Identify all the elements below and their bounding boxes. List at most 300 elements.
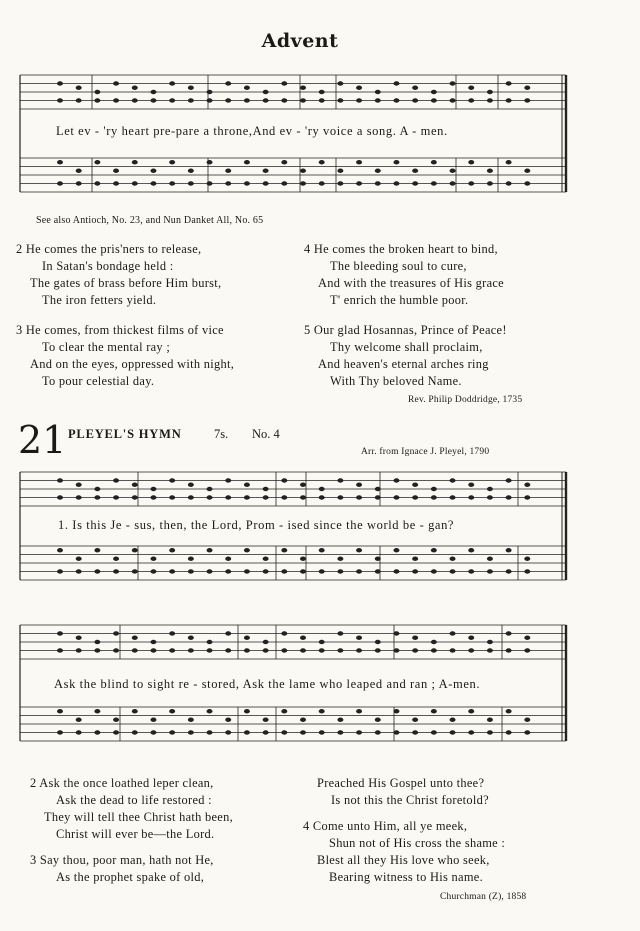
system-pleyel-2-note-head xyxy=(393,709,399,713)
system-advent-note-head xyxy=(487,181,493,185)
system-advent-note-head xyxy=(450,81,456,85)
system-advent-note-head xyxy=(393,81,399,85)
system-pleyel-1-note-head xyxy=(188,557,194,561)
system-pleyel-1-note-head xyxy=(94,487,100,491)
system-advent-note-head xyxy=(281,98,287,102)
system-advent-note-head xyxy=(207,90,213,94)
system-advent-note-head xyxy=(524,169,530,173)
system-pleyel-1-note-head xyxy=(150,557,156,561)
system-pleyel-1-note-head xyxy=(263,557,269,561)
system-pleyel-1-note-head xyxy=(412,495,418,499)
system-pleyel-1-note-head xyxy=(431,495,437,499)
system-advent-note-head xyxy=(356,181,362,185)
system-advent-note-head xyxy=(319,181,325,185)
system-pleyel-2-note-head xyxy=(207,709,213,713)
system-pleyel-1-note-head xyxy=(207,487,213,491)
system-advent-note-head xyxy=(113,98,119,102)
system-advent-note-head xyxy=(450,169,456,173)
system-pleyel-2-note-head xyxy=(169,631,175,635)
system-advent-note-head xyxy=(94,98,100,102)
system-advent-note-head xyxy=(225,81,231,85)
hymn-name: PLEYEL'S HYMN xyxy=(68,427,182,441)
lyric-line-2: Ask the blind to sight re - stored, Ask the lame who leaped and ran ; A-men. xyxy=(54,677,481,691)
hymn-meter: 7s. xyxy=(214,427,229,441)
system-pleyel-2-note-head xyxy=(132,730,138,734)
system-pleyel-1-note-head xyxy=(113,478,119,482)
system-pleyel-2-note-head xyxy=(524,730,530,734)
system-advent-note-head xyxy=(150,90,156,94)
system-pleyel-1-note-head xyxy=(150,569,156,573)
system-pleyel-2-note-head xyxy=(207,648,213,652)
system-pleyel-1-note-head xyxy=(375,569,381,573)
system-advent-note-head xyxy=(76,169,82,173)
stanza-5: 5 Our glad Hosannas, Prince of Peace! Thy welcome shall proclaim, And heaven's eternal arches ring With Thy beloved Name. xyxy=(304,323,507,388)
system-pleyel-1-note-head xyxy=(506,495,512,499)
system-pleyel-2-note-head xyxy=(393,631,399,635)
lyric-line-1: 1. Is this Je - sus, then, the Lord, Prom - ised since the world be - gan? xyxy=(58,518,455,532)
system-advent-note-head xyxy=(57,81,63,85)
system-advent-note-head xyxy=(468,181,474,185)
system-pleyel-1-note-head xyxy=(169,495,175,499)
arranger-credit: Arr. from Ignace J. Pleyel, 1790 xyxy=(361,447,490,457)
system-pleyel-1-note-head xyxy=(468,483,474,487)
system-pleyel-1-note-head xyxy=(319,548,325,552)
system-advent-note-head xyxy=(412,98,418,102)
system-pleyel-1-note-head xyxy=(263,495,269,499)
system-pleyel-2-note-head xyxy=(281,730,287,734)
system-advent-note-head xyxy=(169,160,175,164)
system-pleyel-2-note-head xyxy=(431,730,437,734)
system-advent-note-head xyxy=(524,181,530,185)
stanza-3-hymn21: 3 Say thou, poor man, hath not He, As the prophet spake of old, xyxy=(30,853,214,884)
author-credit-hymn21: Churchman (Z), 1858 xyxy=(440,892,527,902)
system-pleyel-2-note-head xyxy=(94,709,100,713)
system-pleyel-1-note-head xyxy=(412,557,418,561)
system-pleyel-1-note-head xyxy=(487,569,493,573)
system-pleyel-2-note-head xyxy=(375,640,381,644)
system-pleyel-2-note-head xyxy=(76,718,82,722)
system-pleyel-2-note-head xyxy=(57,648,63,652)
system-pleyel-2-note-head xyxy=(337,648,343,652)
section-title: Advent xyxy=(261,30,339,52)
system-advent-note-head xyxy=(431,181,437,185)
system-pleyel-2-note-head xyxy=(132,648,138,652)
system-pleyel-2-note-head xyxy=(356,648,362,652)
system-advent-note-head xyxy=(263,90,269,94)
system-advent-note-head xyxy=(57,98,63,102)
system-pleyel-1-note-head xyxy=(450,478,456,482)
system-advent-note-head xyxy=(244,181,250,185)
system-pleyel-2-note-head xyxy=(169,648,175,652)
system-pleyel-2-note-head xyxy=(337,718,343,722)
system-pleyel-1-note-head xyxy=(94,495,100,499)
system-pleyel-2-note-head xyxy=(375,730,381,734)
system-pleyel-2-note-head xyxy=(94,648,100,652)
system-pleyel-1-note-head xyxy=(487,495,493,499)
system-pleyel-2-note-head xyxy=(319,640,325,644)
system-advent-note-head xyxy=(244,98,250,102)
system-pleyel-1-note-head xyxy=(94,569,100,573)
stanza-3: 3 He comes, from thickest films of vice To clear the mental ray ; And on the eyes, oppressed with night, To pour celestial day. xyxy=(16,323,235,388)
system-pleyel-1-note-head xyxy=(393,569,399,573)
system-advent-note-head xyxy=(188,98,194,102)
system-pleyel-2-note-head xyxy=(337,730,343,734)
system-pleyel-1-note-head xyxy=(225,478,231,482)
system-pleyel-1-note-head xyxy=(150,487,156,491)
system-pleyel-2-note-head xyxy=(150,640,156,644)
system-advent-note-head xyxy=(487,90,493,94)
system-pleyel-2-note-head xyxy=(468,636,474,640)
system-pleyel-2-note-head xyxy=(281,709,287,713)
system-advent-note-head xyxy=(487,98,493,102)
system-advent-note-head xyxy=(76,86,82,90)
system-advent-note-head xyxy=(506,98,512,102)
hymn-number: 21 xyxy=(18,418,67,462)
system-advent-note-head xyxy=(263,181,269,185)
system-advent-note-head xyxy=(319,98,325,102)
system-pleyel-2-note-head xyxy=(506,709,512,713)
system-advent-note-head xyxy=(431,160,437,164)
system-pleyel-2-note-head xyxy=(57,730,63,734)
system-pleyel-2-note-head xyxy=(113,631,119,635)
author-credit: Rev. Philip Doddridge, 1735 xyxy=(408,395,523,405)
system-pleyel-2-note-head xyxy=(225,631,231,635)
system-pleyel-1-note-head xyxy=(169,548,175,552)
system-pleyel-1-note-head xyxy=(524,483,530,487)
system-pleyel-1-note-head xyxy=(468,548,474,552)
system-advent-note-head xyxy=(244,86,250,90)
system-advent-note-head xyxy=(356,160,362,164)
system-pleyel-1-note-head xyxy=(225,569,231,573)
system-pleyel-1-note-head xyxy=(76,569,82,573)
system-pleyel-2-note-head xyxy=(431,640,437,644)
system-pleyel-2-note-head xyxy=(412,648,418,652)
system-pleyel-2-note-head xyxy=(337,631,343,635)
system-pleyel-2-note-head xyxy=(356,636,362,640)
system-advent-note-head xyxy=(150,98,156,102)
system-pleyel-2-note-head xyxy=(225,718,231,722)
system-pleyel-2-note-head xyxy=(244,709,250,713)
system-pleyel-2-note-head xyxy=(113,718,119,722)
system-pleyel-2-note-head xyxy=(524,648,530,652)
system-advent-note-head xyxy=(393,98,399,102)
system-pleyel-1-note-head xyxy=(57,569,63,573)
system-pleyel-1-note-head xyxy=(337,569,343,573)
system-pleyel-2-note-head xyxy=(300,648,306,652)
system-pleyel-2-note-head xyxy=(506,648,512,652)
system-pleyel-1-note-head xyxy=(431,569,437,573)
system-pleyel-1-note-head xyxy=(337,557,343,561)
system-pleyel-1-note-head xyxy=(132,548,138,552)
system-pleyel-1-note-head xyxy=(450,495,456,499)
system-pleyel-2-note-head xyxy=(94,640,100,644)
system-advent-note-head xyxy=(57,181,63,185)
system-pleyel-2-note-head xyxy=(263,648,269,652)
system-pleyel-1-note-head xyxy=(319,487,325,491)
system-pleyel-2-note-head xyxy=(506,730,512,734)
system-pleyel-1-note-head xyxy=(225,495,231,499)
system-advent-note-head xyxy=(281,181,287,185)
system-pleyel-1-note-head xyxy=(113,569,119,573)
system-pleyel-1-note-head xyxy=(300,483,306,487)
system-pleyel-1-note-head xyxy=(132,483,138,487)
system-pleyel-1-note-head xyxy=(188,569,194,573)
system-pleyel-2-note-head xyxy=(393,730,399,734)
system-pleyel-2-note-head xyxy=(450,631,456,635)
system-pleyel-1-note-head xyxy=(244,483,250,487)
system-pleyel-2-note-head xyxy=(319,730,325,734)
system-pleyel-1-note-head xyxy=(487,487,493,491)
system-pleyel-1-note-head xyxy=(244,569,250,573)
system-pleyel-2-note-head xyxy=(132,636,138,640)
system-advent-note-head xyxy=(412,169,418,173)
system-pleyel-1-note-head xyxy=(207,495,213,499)
system-advent-note-head xyxy=(132,160,138,164)
system-pleyel-1-note-head xyxy=(412,483,418,487)
system-advent-note-head xyxy=(169,81,175,85)
system-advent-note-head xyxy=(225,98,231,102)
system-pleyel-2-note-head xyxy=(487,730,493,734)
stanza-3-continued: Preached His Gospel unto thee? Is not this the Christ foretold? xyxy=(317,776,489,807)
system-pleyel-1-note-head xyxy=(188,495,194,499)
system-advent-note-head xyxy=(169,181,175,185)
system-advent-note-head xyxy=(263,169,269,173)
system-advent-note-head xyxy=(506,181,512,185)
system-pleyel-1-note-head xyxy=(263,487,269,491)
system-pleyel-1-note-head xyxy=(57,548,63,552)
system-pleyel-2-note-head xyxy=(468,730,474,734)
system-pleyel-2-note-head xyxy=(431,709,437,713)
system-pleyel-2-note-head xyxy=(431,648,437,652)
system-advent-note-head xyxy=(356,98,362,102)
system-pleyel-1-note-head xyxy=(244,548,250,552)
system-pleyel-1-note-head xyxy=(281,495,287,499)
system-advent-note-head xyxy=(300,86,306,90)
system-pleyel-2-note-head xyxy=(150,730,156,734)
system-pleyel-2-note-head xyxy=(169,709,175,713)
system-pleyel-1-note-head xyxy=(113,557,119,561)
system-advent-note-head xyxy=(188,181,194,185)
system-pleyel-2-note-head xyxy=(468,709,474,713)
system-advent-note-head xyxy=(431,98,437,102)
system-pleyel-1-note-head xyxy=(431,548,437,552)
system-advent-note-head xyxy=(300,181,306,185)
system-pleyel-2-note-head xyxy=(150,648,156,652)
system-pleyel-1-note-head xyxy=(468,495,474,499)
system-pleyel-1-note-head xyxy=(524,569,530,573)
system-pleyel-1-note-head xyxy=(281,478,287,482)
system-pleyel-2-note-head xyxy=(356,709,362,713)
system-advent-note-head xyxy=(506,81,512,85)
system-advent-note-head xyxy=(375,90,381,94)
system-pleyel-1-note-head xyxy=(393,478,399,482)
system-pleyel-1-note-head xyxy=(76,483,82,487)
lyric-line: Let ev - 'ry heart pre-pare a throne,And ev - 'ry voice a song. A - men. xyxy=(56,124,448,138)
stanza-4-hymn21: 4 Come unto Him, all ye meek, Shun not of His cross the shame : Blest all they His love who seek, Bearing witness to His name. xyxy=(303,819,506,884)
system-pleyel-2-note-head xyxy=(225,730,231,734)
system-pleyel-1-note-head xyxy=(506,478,512,482)
system-advent-note-head xyxy=(300,98,306,102)
system-pleyel-2-note-head xyxy=(76,730,82,734)
system-advent-note-head xyxy=(506,160,512,164)
system-pleyel-2-note-head xyxy=(244,730,250,734)
system-pleyel-2-note-head xyxy=(487,718,493,722)
system-pleyel-1-note-head xyxy=(57,495,63,499)
system-pleyel-1-note-head xyxy=(393,548,399,552)
system-pleyel-2-note-head xyxy=(113,648,119,652)
system-pleyel-2-note-head xyxy=(188,730,194,734)
system-advent-note-head xyxy=(207,98,213,102)
system-pleyel-2-note-head xyxy=(132,709,138,713)
system-pleyel-1-note-head xyxy=(225,557,231,561)
system-pleyel-1-note-head xyxy=(412,569,418,573)
system-pleyel-2-note-head xyxy=(524,636,530,640)
system-pleyel-2-note-head xyxy=(188,636,194,640)
system-advent-note-head xyxy=(337,98,343,102)
system-pleyel-2-note-head xyxy=(506,631,512,635)
system-advent-note-head xyxy=(412,86,418,90)
system-pleyel-2-note-head xyxy=(281,631,287,635)
system-pleyel-1-note-head xyxy=(300,557,306,561)
system-pleyel-2-note-head xyxy=(356,730,362,734)
system-pleyel-1-note-head xyxy=(506,548,512,552)
system-pleyel-1-note-head xyxy=(337,478,343,482)
system-pleyel-1-note-head xyxy=(375,495,381,499)
system-pleyel-2-note-head xyxy=(207,640,213,644)
system-advent-note-head xyxy=(188,169,194,173)
system-pleyel-1-note-head xyxy=(393,495,399,499)
tune-number: No. 4 xyxy=(252,427,280,441)
system-pleyel-1-note-head xyxy=(244,495,250,499)
system-pleyel-1-note-head xyxy=(57,478,63,482)
system-advent-note-head xyxy=(281,81,287,85)
system-pleyel-2-note-head xyxy=(468,648,474,652)
system-pleyel-2-note-head xyxy=(319,709,325,713)
system-pleyel-1-note-head xyxy=(300,495,306,499)
system-advent-note-head xyxy=(450,98,456,102)
system-advent-note-head xyxy=(375,181,381,185)
system-pleyel-2-note-head xyxy=(94,730,100,734)
stanza-2: 2 He comes the pris'ners to release, In Satan's bondage held : The gates of brass before Him burst, The iron fetters yield. xyxy=(16,242,222,307)
system-pleyel-1-note-head xyxy=(207,548,213,552)
system-pleyel-2-note-head xyxy=(412,718,418,722)
system-pleyel-1-note-head xyxy=(356,548,362,552)
system-pleyel-2-note-head xyxy=(487,640,493,644)
system-pleyel-1-note-head xyxy=(207,569,213,573)
system-advent-note-head xyxy=(225,181,231,185)
system-pleyel-1-note-head xyxy=(487,557,493,561)
system-pleyel-2-note-head xyxy=(300,718,306,722)
system-advent-note-head xyxy=(132,98,138,102)
system-advent-note-head xyxy=(76,98,82,102)
see-also-note: See also Antioch, No. 23, and Nun Danket All, No. 65 xyxy=(36,215,264,226)
system-pleyel-1-note-head xyxy=(169,478,175,482)
system-advent-note-head xyxy=(431,90,437,94)
system-pleyel-1-note-head xyxy=(468,569,474,573)
system-pleyel-2-note-head xyxy=(225,648,231,652)
system-advent-note-head xyxy=(356,86,362,90)
system-advent-note-head xyxy=(132,181,138,185)
system-advent-note-head xyxy=(375,169,381,173)
system-advent-note-head xyxy=(393,181,399,185)
system-advent-note-head xyxy=(57,160,63,164)
system-pleyel-1-note-head xyxy=(76,557,82,561)
system-pleyel-1-note-head xyxy=(356,483,362,487)
system-pleyel-1-note-head xyxy=(375,557,381,561)
system-pleyel-2-note-head xyxy=(263,718,269,722)
system-pleyel-2-note-head xyxy=(188,648,194,652)
system-advent-note-head xyxy=(263,98,269,102)
system-advent-note-head xyxy=(94,181,100,185)
system-pleyel-2-note-head xyxy=(450,730,456,734)
system-advent-note-head xyxy=(188,86,194,90)
system-advent-note-head xyxy=(337,169,343,173)
system-pleyel-2-note-head xyxy=(319,648,325,652)
system-pleyel-2-note-head xyxy=(300,730,306,734)
system-pleyel-2-note-head xyxy=(207,730,213,734)
system-pleyel-1-note-head xyxy=(76,495,82,499)
system-pleyel-2-note-head xyxy=(188,718,194,722)
system-pleyel-2-note-head xyxy=(263,730,269,734)
system-pleyel-1-note-head xyxy=(281,548,287,552)
system-advent-note-head xyxy=(524,86,530,90)
system-pleyel-1-note-head xyxy=(356,495,362,499)
system-advent-note-head xyxy=(337,181,343,185)
system-pleyel-2-note-head xyxy=(524,718,530,722)
system-pleyel-2-note-head xyxy=(113,730,119,734)
system-pleyel-1-note-head xyxy=(150,495,156,499)
system-pleyel-1-note-head xyxy=(450,557,456,561)
system-pleyel-1-note-head xyxy=(113,495,119,499)
system-pleyel-1-note-head xyxy=(524,557,530,561)
system-advent-note-head xyxy=(393,160,399,164)
system-pleyel-2-note-head xyxy=(450,718,456,722)
system-pleyel-1-note-head xyxy=(319,569,325,573)
system-pleyel-1-note-head xyxy=(356,569,362,573)
system-advent-note-head xyxy=(150,169,156,173)
system-pleyel-2-note-head xyxy=(150,718,156,722)
system-pleyel-1-note-head xyxy=(506,569,512,573)
system-pleyel-2-note-head xyxy=(375,648,381,652)
system-advent-note-head xyxy=(319,160,325,164)
system-pleyel-2-note-head xyxy=(412,636,418,640)
system-advent-note-head xyxy=(337,81,343,85)
system-advent-note-head xyxy=(169,98,175,102)
system-pleyel-1-note-head xyxy=(450,569,456,573)
system-advent-note-head xyxy=(207,160,213,164)
system-pleyel-2-note-head xyxy=(450,648,456,652)
system-pleyel-2-note-head xyxy=(244,636,250,640)
system-advent-note-head xyxy=(487,169,493,173)
system-advent-note-head xyxy=(113,169,119,173)
stanza-2-hymn21: 2 Ask the once loathed leper clean, Ask the dead to life restored : They will tell thee Christ hath been, Christ will ever be—the Lord. xyxy=(30,776,233,841)
system-pleyel-1-note-head xyxy=(281,569,287,573)
system-pleyel-1-note-head xyxy=(263,569,269,573)
system-pleyel-2-note-head xyxy=(281,648,287,652)
system-advent-note-head xyxy=(468,98,474,102)
system-advent-note-head xyxy=(281,160,287,164)
system-pleyel-2-note-head xyxy=(263,640,269,644)
system-pleyel-2-note-head xyxy=(57,631,63,635)
system-pleyel-1-note-head xyxy=(132,495,138,499)
stanza-4: 4 He comes the broken heart to bind, The bleeding soul to cure, And with the treasures of His grace T' enrich the humble poor. xyxy=(304,242,504,307)
system-pleyel-1-note-head xyxy=(94,548,100,552)
system-advent-note-head xyxy=(244,160,250,164)
system-pleyel-2-note-head xyxy=(76,648,82,652)
system-pleyel-1-note-head xyxy=(188,483,194,487)
system-advent-note-head xyxy=(300,169,306,173)
system-pleyel-2-note-head xyxy=(76,636,82,640)
